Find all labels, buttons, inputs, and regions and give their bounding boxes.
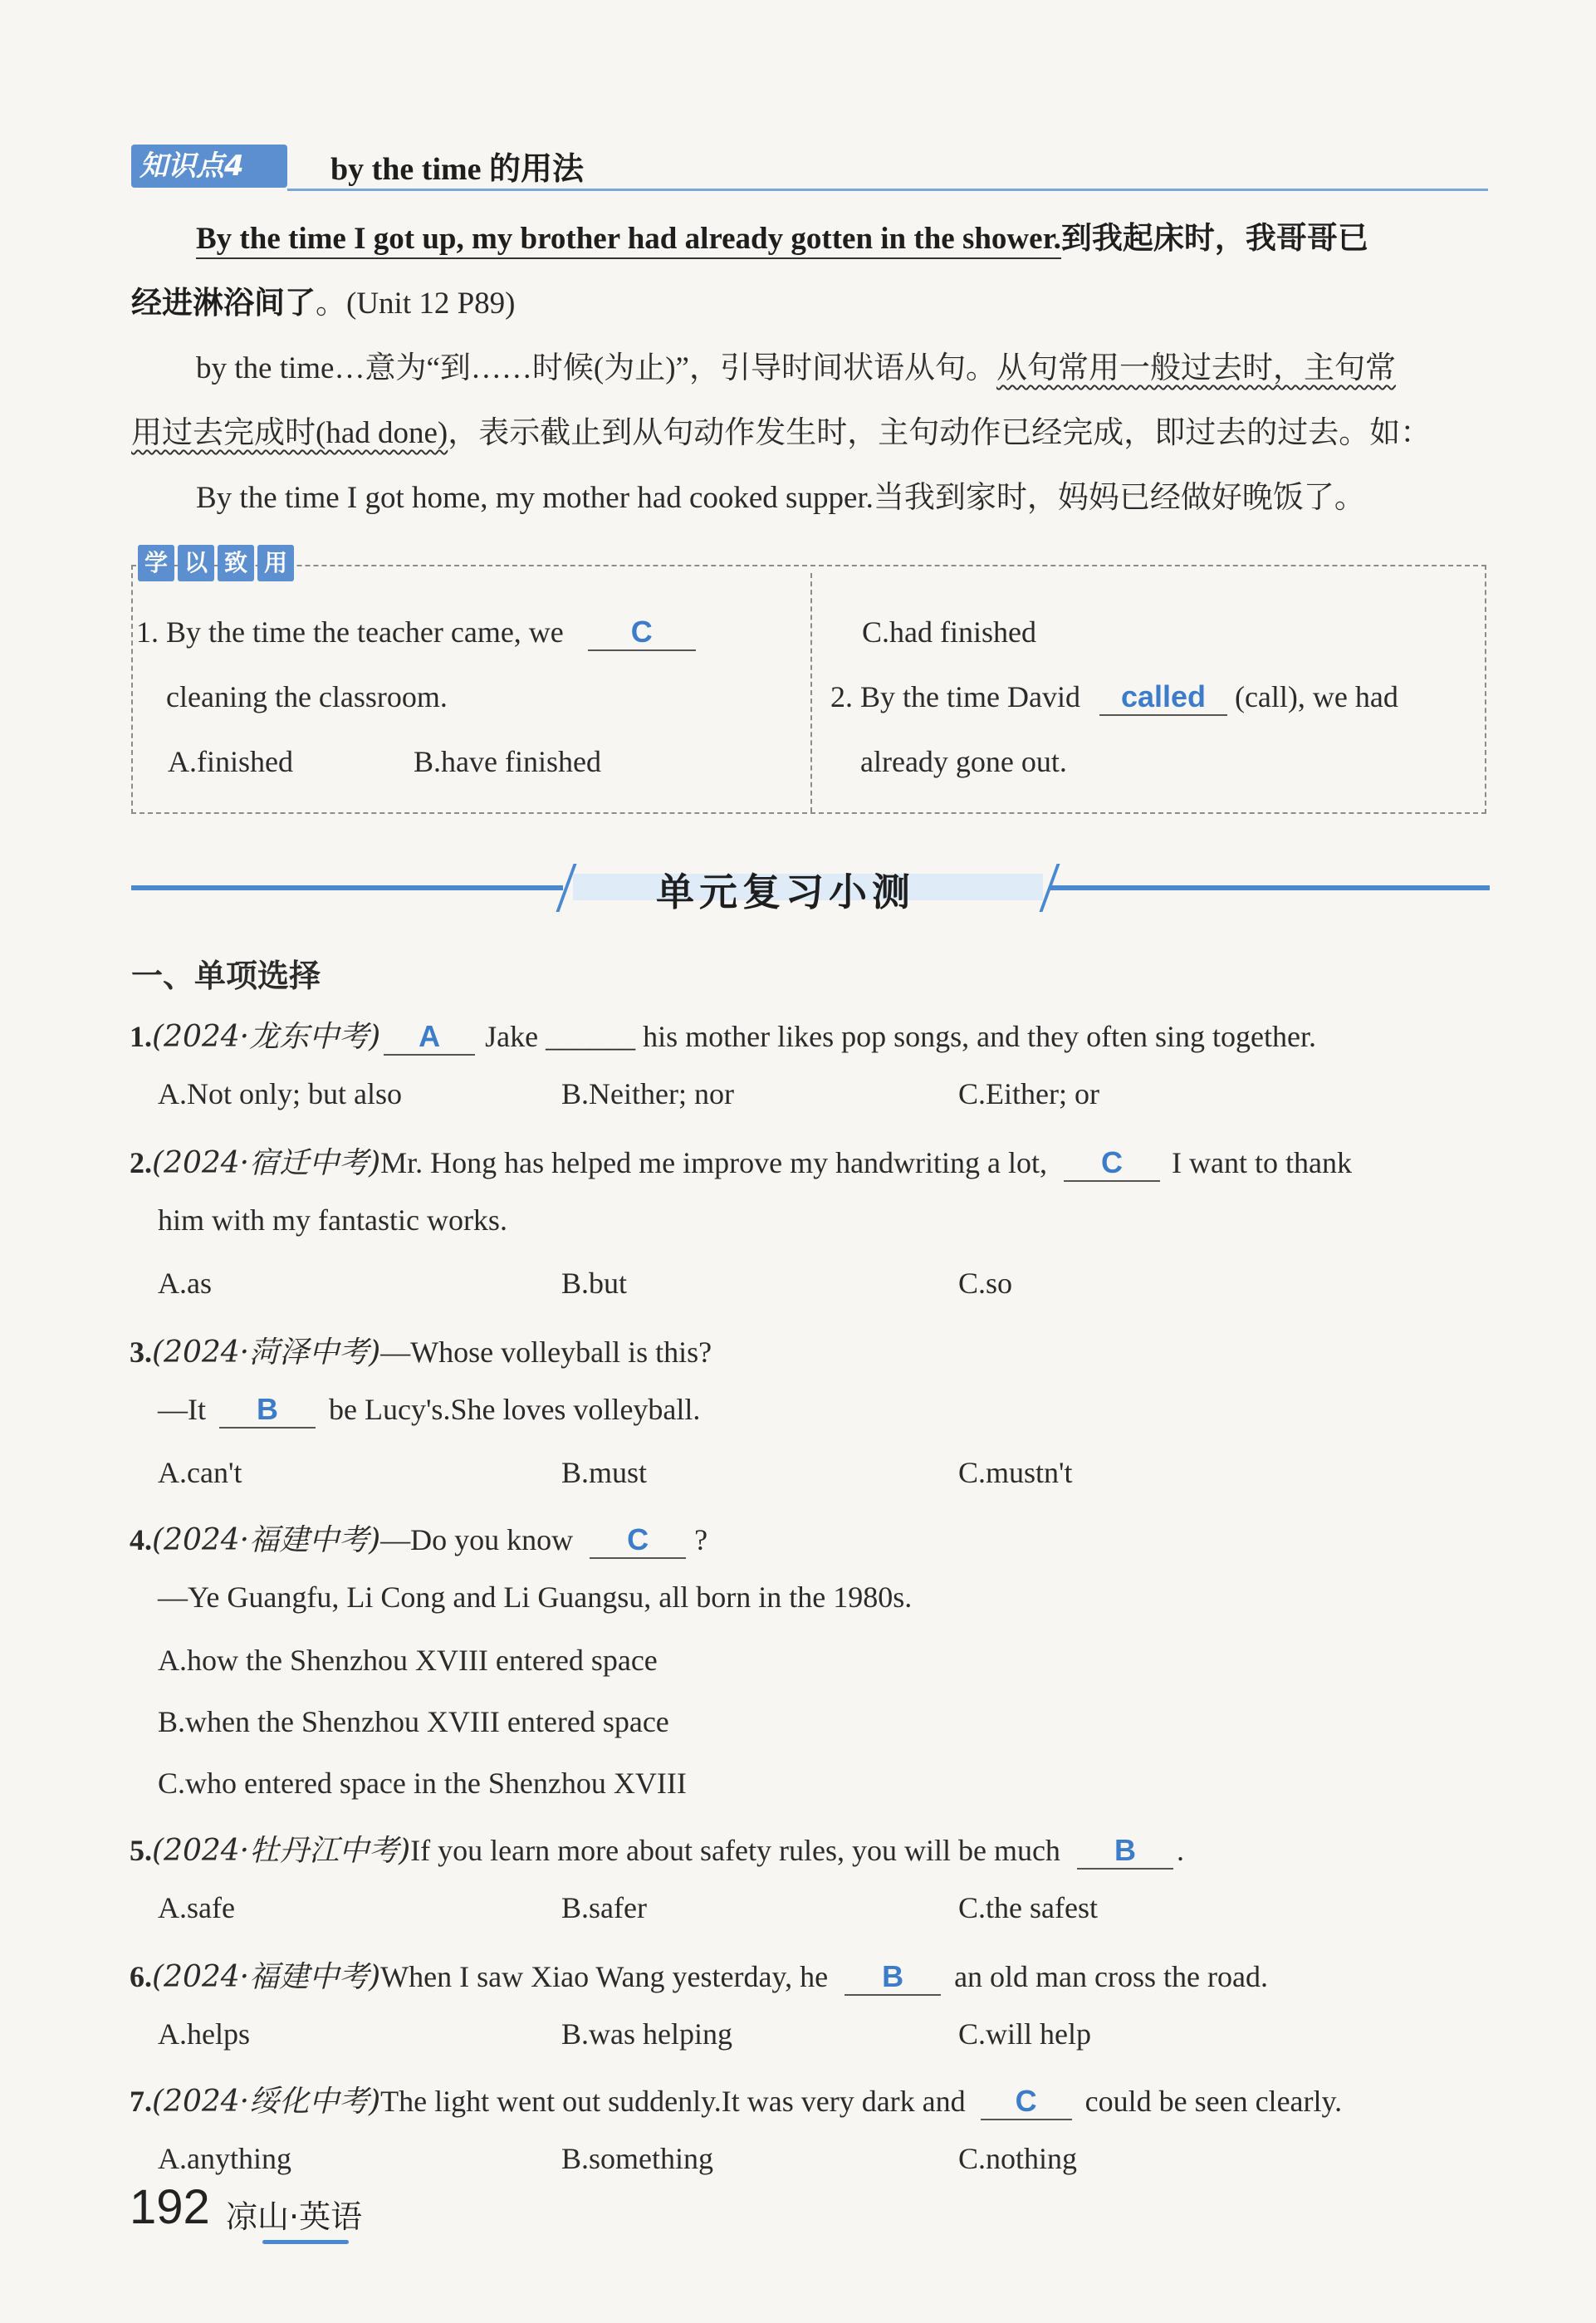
practice-q1-text: 1. By the time the teacher came, we <box>136 615 564 649</box>
question-2 <box>130 1139 1352 1182</box>
question-number: 4. <box>130 1523 152 1556</box>
answer-blank[interactable]: B <box>1077 1833 1173 1870</box>
question-7 <box>130 2078 1342 2120</box>
q3-option-b: B.must <box>561 1456 648 1489</box>
q2-continuation: him with my fantastic works. <box>158 1203 507 1237</box>
question-text: If you learn more about safety rules, you will be much <box>410 1834 1060 1867</box>
explanation-example: By the time I got home, my mother had cooked supper.当我到家时，妈妈已经做好晚饭了。 <box>196 481 1365 515</box>
part-title: 一、单项选择 <box>131 958 321 994</box>
practice-badge-char: 用 <box>257 545 294 581</box>
question-source: (2024·福建中考) <box>152 1960 381 1994</box>
practice-q1-option-c: C.had finished <box>862 615 1036 649</box>
answer-blank[interactable]: C <box>981 2084 1072 2120</box>
question-1 <box>130 1013 1316 1056</box>
practice-q1-cont: cleaning the classroom. <box>166 680 448 713</box>
question-number: 5. <box>130 1834 152 1867</box>
q5-option-c: C.the safest <box>958 1891 1098 1924</box>
practice-badge-char: 学 <box>138 545 174 581</box>
answer-blank[interactable]: C <box>1064 1145 1160 1182</box>
q5-option-b: B.safer <box>561 1891 647 1924</box>
explanation-1a: by the time…意为“到……时候(为止)”，引导时间状语从句。 <box>196 351 996 385</box>
q1-option-b: B.Neither; nor <box>561 1077 734 1110</box>
page-number: 192 <box>130 2180 210 2234</box>
question-text-after: . <box>1176 1834 1184 1867</box>
example-sentence-cn-2: 经进淋浴间了 <box>131 287 316 321</box>
answer-blank[interactable]: A <box>384 1019 475 1056</box>
question-text-after: be Lucy's.She loves volleyball. <box>329 1393 701 1426</box>
q3-line-2 <box>158 1392 700 1429</box>
question-text: When I saw Xiao Wang yesterday, he <box>380 1960 829 1993</box>
q6-option-b: B.was helping <box>561 2017 732 2051</box>
explanation-2a: 用过去完成时(had done) <box>131 416 448 450</box>
q7-option-a: A.anything <box>158 2142 291 2175</box>
practice-q2-text: 2. By the time David <box>830 680 1080 713</box>
q4-option-a: A.how the Shenzhou XVIII entered space <box>158 1644 658 1677</box>
q6-option-c: C.will help <box>958 2017 1091 2051</box>
practice-q1-option-a: A.finished <box>168 745 293 778</box>
explanation-1b: 从句常用一般过去时，主句常 <box>996 351 1396 385</box>
q5-option-a: A.safe <box>158 1891 235 1924</box>
explanation-2b: ，表示截止到从句动作发生时，主句动作已经完成，即过去的过去。如： <box>448 416 1432 450</box>
q7-option-c: C.nothing <box>958 2142 1078 2175</box>
question-number: 1. <box>130 1020 152 1053</box>
question-number: 2. <box>130 1146 152 1179</box>
q2-option-c: C.so <box>958 1267 1013 1300</box>
footer-rule <box>262 2240 349 2244</box>
q4-option-c: C.who entered space in the Shenzhou XVIII <box>158 1767 687 1800</box>
book-name: 凉山·英语 <box>226 2198 363 2235</box>
q1-option-a: A.Not only; but also <box>158 1077 402 1110</box>
question-source: (2024·福建中考) <box>152 1523 381 1557</box>
question-text: —Do you know <box>380 1523 574 1556</box>
question-text-after: could be seen clearly. <box>1084 2085 1343 2118</box>
practice-q2-cont2: already gone out. <box>860 745 1067 778</box>
example-reference: 。(Unit 12 P89) <box>316 287 516 321</box>
question-5 <box>130 1827 1184 1870</box>
question-6 <box>130 1953 1268 1996</box>
question-number: 3. <box>130 1335 152 1369</box>
section-rule-left <box>131 885 563 890</box>
question-text: —Whose volleyball is this? <box>380 1335 712 1369</box>
question-source: (2024·菏泽中考) <box>152 1335 381 1370</box>
q1-option-c: C.Either; or <box>958 1077 1099 1110</box>
question-text-after: an old man cross the road. <box>954 1960 1268 1993</box>
practice-q1-option-b: B.have finished <box>414 745 601 778</box>
question-text: The light went out suddenly.It was very dark and <box>380 2085 966 2118</box>
knowledge-point-title: by the time 的用法 <box>330 152 585 187</box>
example-sentence-cn-1: 到我起床时，我哥哥已 <box>1060 222 1368 256</box>
question-text: Mr. Hong has helped me improve my handwriting a lot, <box>380 1146 1048 1179</box>
q3-option-a: A.can't <box>158 1456 242 1489</box>
q4-line-2: —Ye Guangfu, Li Cong and Li Guangsu, all born in the 1980s. <box>158 1581 913 1614</box>
practice-badge <box>138 545 294 581</box>
q3-option-c: C.mustn't <box>958 1456 1073 1489</box>
example-sentence-en: By the time I got up, my brother had already gotten in the shower. <box>196 222 1061 259</box>
practice-divider <box>810 573 812 812</box>
section-title: 单元复习小测 <box>656 870 915 914</box>
question-number: 6. <box>130 1960 152 1993</box>
question-source: (2024·绥化中考) <box>152 2085 381 2119</box>
question-4 <box>130 1517 707 1559</box>
practice-q1-answer[interactable]: C <box>588 615 696 651</box>
explanation-line-1 <box>196 342 1396 387</box>
explanation-line-2 <box>131 407 1431 452</box>
section-rule-right <box>1050 885 1490 890</box>
header-rule <box>287 189 1488 191</box>
answer-blank[interactable]: B <box>219 1392 316 1429</box>
practice-q2-answer[interactable]: called <box>1099 679 1227 716</box>
practice-badge-char: 致 <box>218 545 254 581</box>
question-text-after: I want to thank <box>1172 1146 1352 1179</box>
q4-option-b: B.when the Shenzhou XVIII entered space <box>158 1705 669 1738</box>
question-source: (2024·龙东中考) <box>152 1020 381 1054</box>
q6-option-a: A.helps <box>158 2017 250 2051</box>
practice-q2-stem <box>830 679 1398 716</box>
question-source: (2024·牡丹江中考) <box>152 1834 411 1868</box>
knowledge-point-badge: 知识点4 <box>131 145 287 188</box>
question-source: (2024·宿迁中考) <box>152 1146 381 1180</box>
question-number: 7. <box>130 2085 152 2118</box>
question-3 <box>130 1329 712 1371</box>
question-text: Jake ______ his mother likes pop songs, and they often sing together. <box>485 1020 1317 1053</box>
practice-badge-char: 以 <box>178 545 214 581</box>
q2-option-a: A.as <box>158 1267 212 1300</box>
practice-q2-cont: (call), we had <box>1234 680 1398 713</box>
question-text: —It <box>158 1393 206 1426</box>
practice-q1-stem <box>136 615 696 651</box>
example-line-1 <box>196 213 1368 257</box>
question-text-after: ? <box>694 1523 708 1556</box>
q7-option-b: B.something <box>561 2142 714 2175</box>
example-line-2 <box>131 277 516 322</box>
q2-option-b: B.but <box>561 1267 628 1300</box>
answer-blank[interactable]: B <box>845 1959 941 1996</box>
answer-blank[interactable]: C <box>590 1522 686 1559</box>
